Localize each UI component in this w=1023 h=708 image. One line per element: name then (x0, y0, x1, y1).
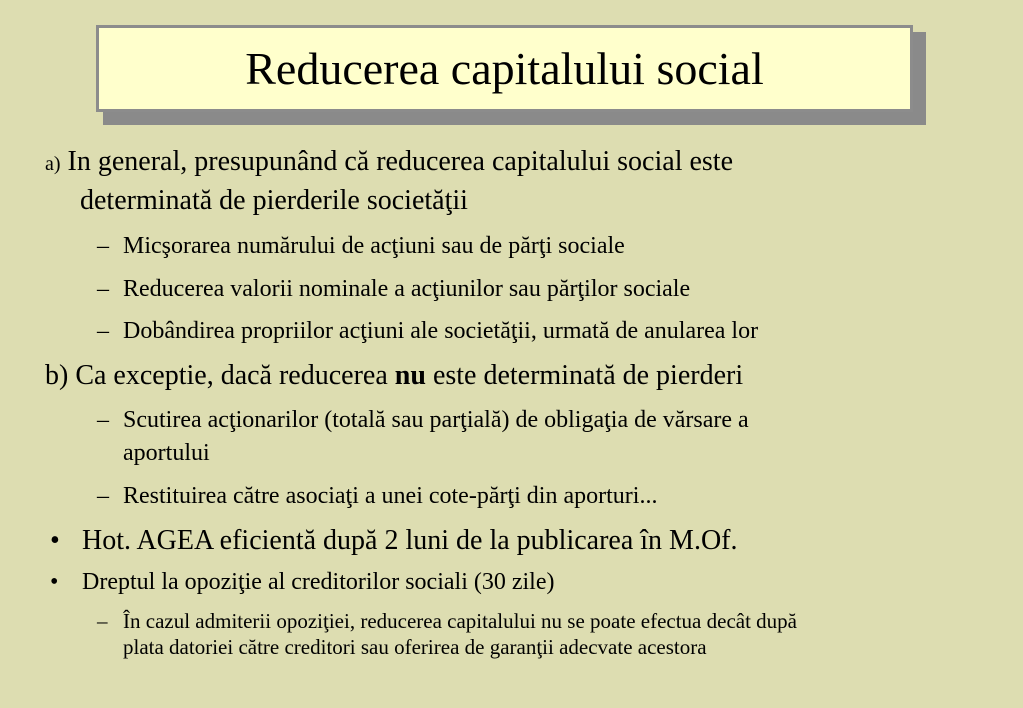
section-a-line1: In general, presupunând că reducerea capitalului social este (67, 146, 733, 177)
section-a-prefix: a) (45, 153, 61, 175)
dash-marker: – (97, 407, 109, 433)
section-a-line2: determinată de pierderile societăţii (80, 185, 468, 216)
section-b-bold: nu (394, 360, 426, 391)
dash-marker: – (97, 233, 109, 259)
bullet-marker: • (50, 569, 59, 595)
slide-title: Reducerea capitalului social (245, 42, 764, 94)
dash-marker: – (97, 276, 109, 302)
section-a-item-3: Dobândirea propriilor acţiuni ale societăţii, urmată de anularea lor (123, 318, 759, 344)
section-a-item-2: Reducerea valorii nominale a acţiunilor sau părţilor sociale (123, 276, 691, 302)
section-b-item-1-line2: aportului (123, 440, 210, 466)
sub-bullet-line1: În cazul admiterii opoziţiei, reducerea capitalului nu se poate efectua decât după (123, 609, 797, 633)
bullet-1: Hot. AGEA eficientă după 2 luni de la publicarea în M.Of. (82, 525, 738, 556)
dash-marker: – (97, 609, 108, 633)
dash-marker: – (97, 483, 109, 509)
title-box (96, 25, 913, 112)
sub-bullet-line2: plata datoriei către creditori sau oferirea de garanţii adecvate acestora (123, 635, 707, 659)
dash-marker: – (97, 318, 109, 344)
bullet-2: Dreptul la opoziţie al creditorilor sociali (30 zile) (82, 569, 555, 595)
section-b-item-1-line1: Scutirea acţionarilor (totală sau parţială) de obligaţia de vărsare a (123, 407, 749, 433)
section-a-item-1: Micşorarea numărului de acţiuni sau de părţi sociale (123, 233, 625, 259)
section-b-after: este determinată de pierderi (425, 360, 744, 391)
section-b-item-2: Restituirea către asociaţi a unei cote-părţi din aporturi... (123, 483, 658, 509)
section-b-before: b) Ca exceptie, dacă reducerea (45, 360, 395, 391)
section-a-heading (45, 146, 733, 180)
bullet-marker: • (50, 525, 60, 556)
section-b-heading (45, 360, 743, 392)
